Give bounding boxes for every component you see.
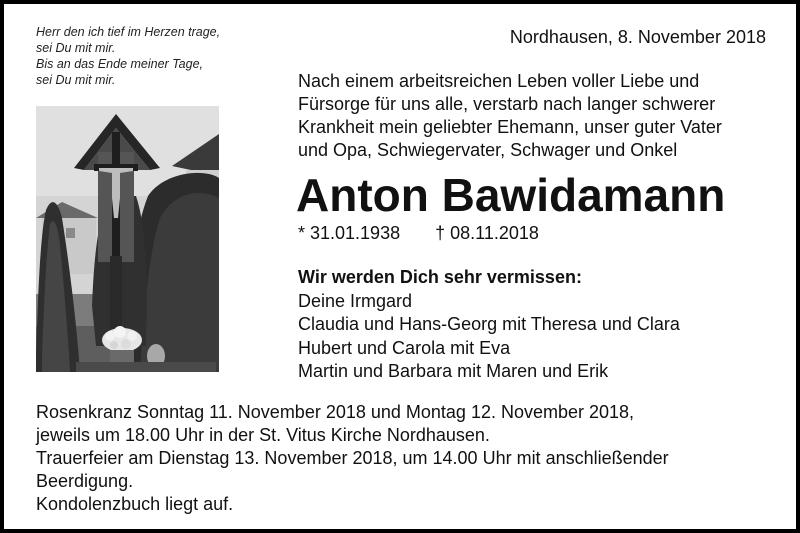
service-line: Trauerfeier am Dienstag 13. November 2018, um 14.00 Uhr mit anschließender [36, 448, 669, 468]
wayside-cross-photo [36, 106, 219, 372]
motto-line: Herr den ich tief im Herzen trage, [36, 25, 221, 39]
service-line: Rosenkranz Sonntag 11. November 2018 und Montag 12. November 2018, [36, 402, 635, 422]
birth-date: * 31.01.1938 [298, 223, 401, 243]
mourner-line: Claudia und Hans-Georg mit Theresa und Clara [298, 314, 680, 334]
motto-line: Bis an das Ende meiner Tage, [36, 57, 204, 71]
life-dates [298, 222, 778, 244]
deceased-name: Anton Bawidamann [296, 169, 726, 221]
motto-line: sei Du mit mir. [36, 73, 116, 87]
mourners-list [298, 266, 778, 384]
service-line: Beerdigung. [36, 471, 134, 491]
place-date: Nordhausen, 8. November 2018 [509, 27, 766, 47]
death-date: † 08.11.2018 [435, 223, 539, 243]
motto-verse [36, 24, 266, 88]
motto-line: sei Du mit mir. [36, 41, 116, 55]
intro-line: Fürsorge für uns alle, verstarb nach langer schwerer [298, 94, 716, 114]
service-line: jeweils um 18.00 Uhr in der St. Vitus Kirche Nordhausen. [36, 425, 490, 445]
mourner-line: Hubert und Carola mit Eva [298, 337, 511, 358]
service-line: Kondolenzbuch liegt auf. [36, 494, 234, 514]
mourner-line: Martin und Barbara mit Maren und Erik [298, 361, 609, 381]
intro-line: Nach einem arbeitsreichen Leben voller Liebe und [298, 71, 700, 91]
intro-line: Krankheit mein geliebter Ehemann, unser guter Vater [298, 117, 722, 137]
service-details [36, 401, 776, 516]
intro-line: und Opa, Schwiegervater, Schwager und Onkel [298, 140, 678, 160]
mourners-heading: Wir werden Dich sehr vermissen: [298, 267, 582, 287]
mourner-line: Deine Irmgard [298, 290, 413, 311]
intro-text [298, 70, 778, 162]
